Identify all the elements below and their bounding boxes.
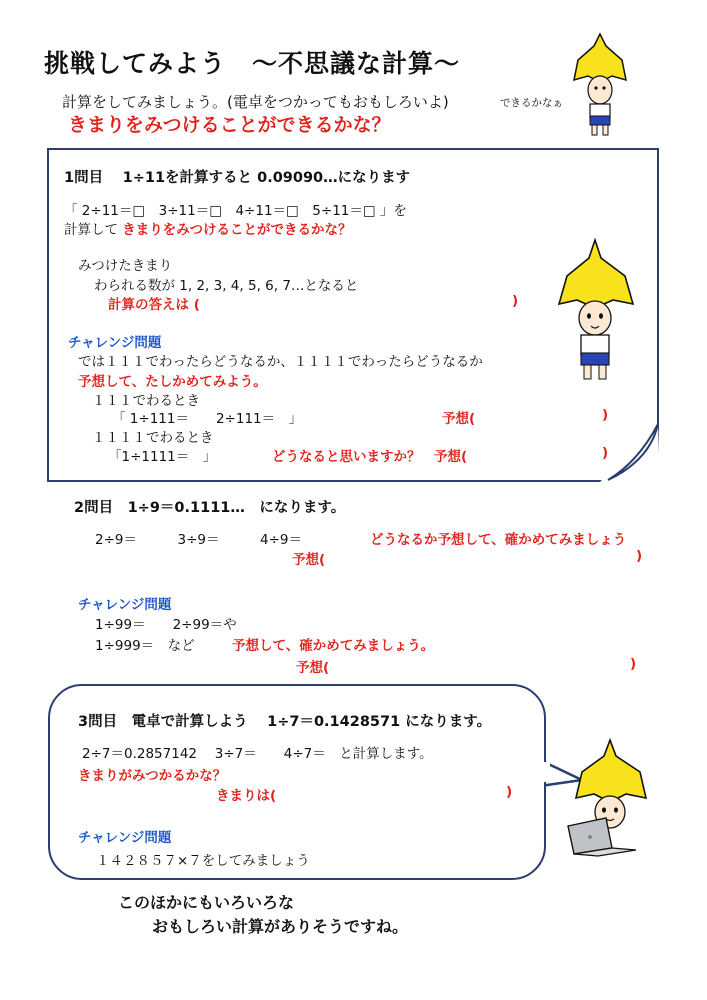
prompt-text: きまりをみつけることができるかな？ [68, 114, 391, 136]
q3-challenge-line1: １４２８５７×７をしてみましょう [96, 853, 310, 869]
q1-answer-close: ) [512, 293, 519, 309]
footer-line2: おもしろい計算がありそうですね。 [152, 917, 409, 936]
q2-yosou: 予想( [292, 552, 326, 568]
q3-line2: きまりがみつかるかな？ [78, 768, 227, 784]
q1-challenge-line4: 「 1÷111＝ 2÷111＝ 」 [112, 411, 303, 427]
q3-challenge-heading: チャレンジ問題 [78, 830, 172, 846]
q2-challenge-close: ) [630, 656, 637, 672]
q1-answer-label: 計算の答えは ( [108, 297, 200, 313]
page-title: 挑戦してみよう ～不思議な計算～ [44, 49, 461, 78]
q1-challenge-line6-red: どうなると思いますか？ 予想( [272, 449, 468, 465]
q1-line1: 「 2÷11＝□ 3÷11＝□ 4÷11＝□ 5÷11＝□ 」を [64, 203, 407, 219]
q2-heading: 2問目 1÷9＝0.1111… になります。 [74, 500, 346, 516]
q1-challenge-line5: １１１１でわるとき [92, 430, 214, 446]
q2-line1: 2÷9＝ 3÷9＝ 4÷9＝ [95, 532, 302, 548]
q3-kimari: きまりは( [216, 788, 277, 804]
q2-challenge-line2: 1÷999＝ など [95, 638, 195, 654]
q2-yosou-close: ) [636, 548, 643, 564]
q1-challenge-line2: 予想して、たしかめてみよう。 [78, 374, 267, 390]
subtitle: 計算をしてみましょう。(電卓をつかってもおもしろいよ) [62, 93, 449, 111]
q1-line2 [64, 218, 352, 238]
q2-challenge-heading: チャレンジ問題 [78, 597, 172, 613]
q2-challenge-yosou: 予想( [296, 660, 330, 676]
ginkgo-mascot-top [568, 30, 632, 140]
q1-heading: 1問目 1÷11を計算すると 0.09090…になります [64, 170, 411, 186]
speech-bubble-tail-cover [540, 762, 550, 782]
footer-line1: このほかにもいろいろな [118, 893, 295, 912]
q1-found-text: わられる数が 1, 2, 3, 4, 5, 6, 7…となると [94, 278, 359, 294]
ginkgo-mascot-middle [555, 238, 637, 386]
q1-challenge-line3: １１１でわるとき [92, 393, 200, 409]
q2-challenge-line1: 1÷99＝ 2÷99＝や [95, 617, 237, 633]
q3-line1: 2÷7＝0.2857142 3÷7＝ 4÷7＝ と計算します。 [82, 746, 433, 762]
character-speech: できるかなぁ [500, 97, 563, 109]
q1-challenge-line6: 「1÷1111＝ 」 [108, 449, 217, 465]
q1-line2-red: きまりをみつけることができるかな？ [122, 222, 352, 238]
ginkgo-mascot-laptop [562, 738, 652, 858]
q2-challenge-line2-red: 予想して、確かめてみましょう。 [232, 638, 435, 654]
q3-kimari-close: ) [506, 784, 513, 800]
q1-found-label: みつけたきまり [78, 258, 173, 274]
q1-challenge-heading: チャレンジ問題 [68, 335, 162, 351]
q3-heading: 3問目 電卓で計算しよう 1÷7＝0.1428571 になります。 [78, 714, 492, 730]
q1-yosou-2-close: ) [602, 445, 609, 461]
q2-line1-red: どうなるか予想して、確かめてみましょう [370, 532, 627, 548]
q1-line2-text: 計算して [64, 222, 118, 238]
q1-yosou-1-close: ) [602, 407, 609, 423]
q1-challenge-line1: では１１１でわったらどうなるか、１１１１でわったらどうなるか [78, 354, 483, 370]
q1-yosou-1: 予想( [442, 411, 476, 427]
